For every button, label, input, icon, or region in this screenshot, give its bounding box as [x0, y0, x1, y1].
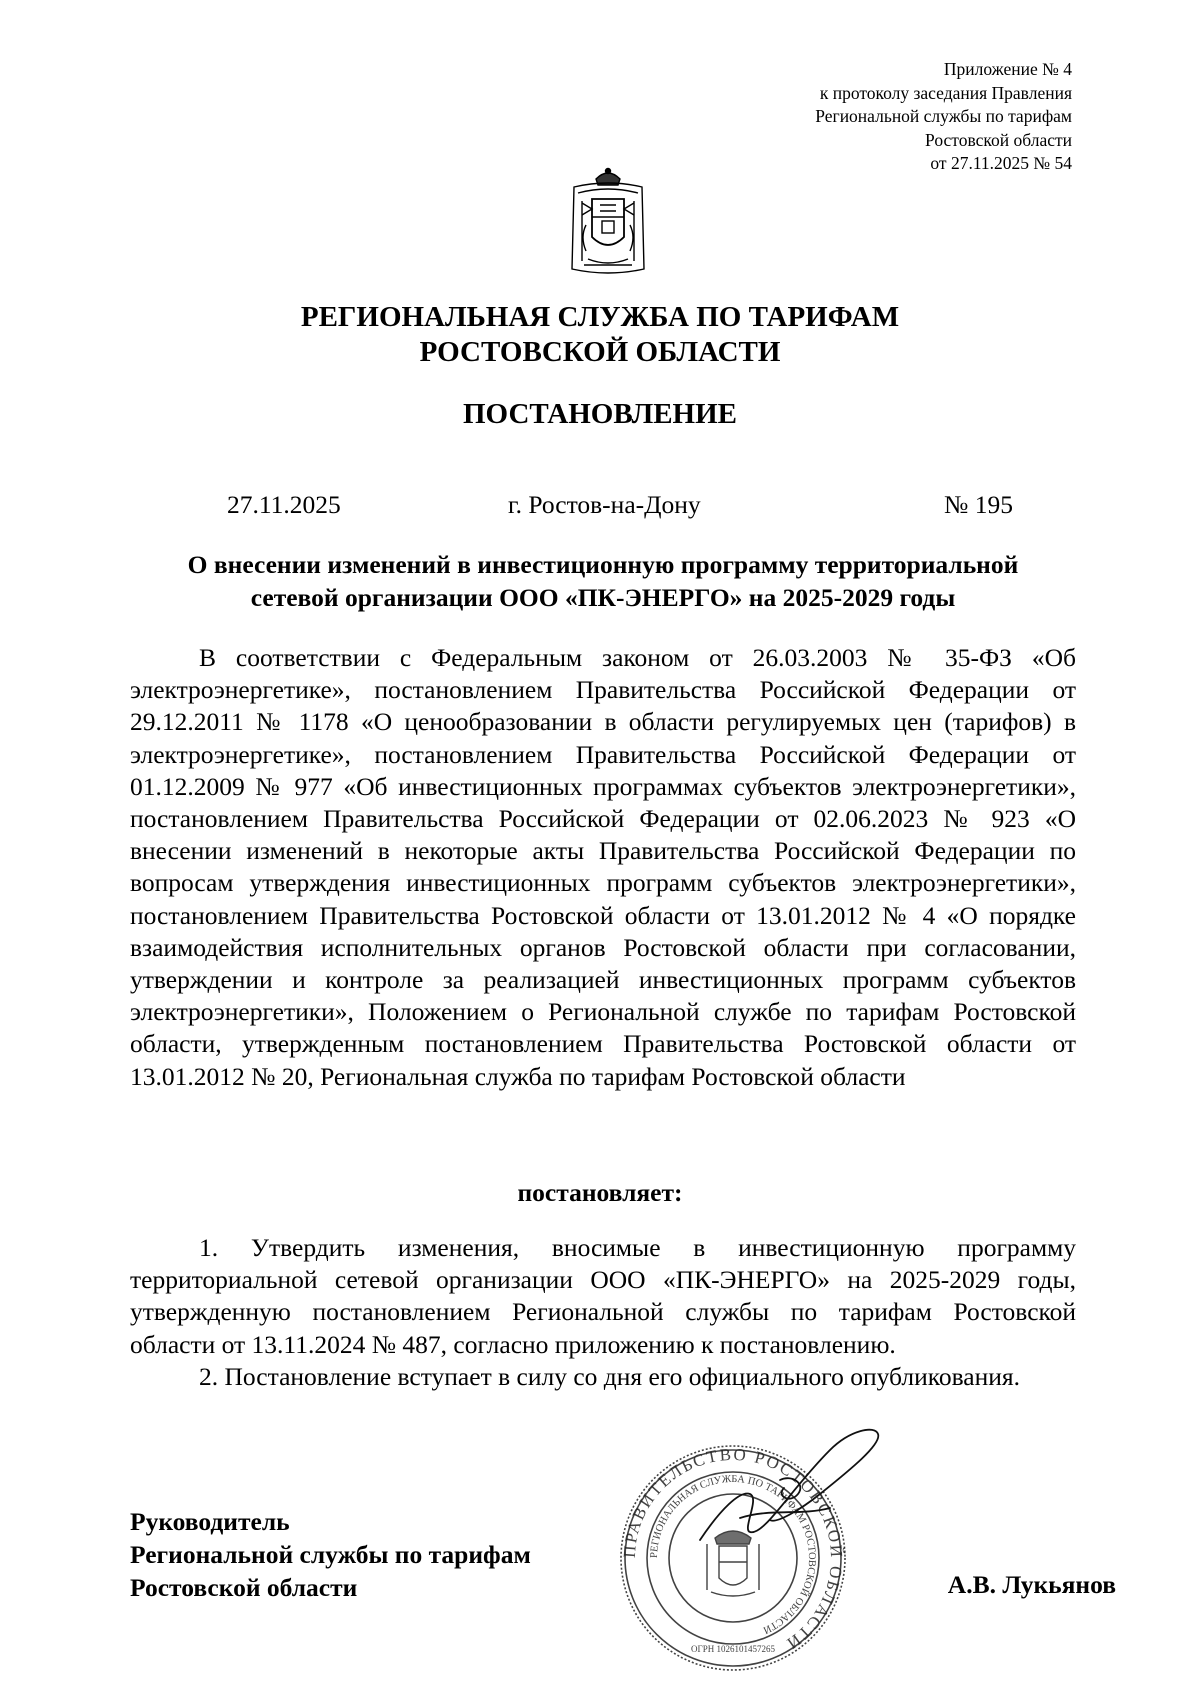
signatory-name: А.В. Лукьянов	[947, 1570, 1116, 1599]
document-type: ПОСТАНОВЛЕНИЕ	[462, 398, 737, 430]
signatory-position-line-3: Ростовской области	[130, 1573, 358, 1602]
subject-line-1: О внесении изменений в инвестиционную программу территориальной	[187, 550, 1019, 579]
document-city: г. Ростов-на-Дону	[508, 490, 701, 519]
decision-item-1: 1. Утвердить изменения, вносимые в инвестиционную программу территориальной сетевой организации ООО «ПК-ЭНЕРГО» на 2025-2029 годы, утвержденную постановлением Региональной службы по тарифам Ростовской области от 13.11.2024 № 487, согласно приложению к постановлению.	[130, 1233, 1076, 1359]
seal-inner-text: РЕГИОНАЛЬНАЯ СЛУЖБА ПО ТАРИФАМ РОСТОВСКОЙ ОБЛАСТИ	[648, 1473, 818, 1636]
signatory-position-line-1: Руководитель	[130, 1507, 290, 1536]
appendix-line-3: Региональной службы по тарифам	[815, 106, 1072, 126]
coat-of-arms-icon	[566, 165, 650, 277]
appendix-note	[815, 58, 1072, 176]
organization-title	[0, 300, 1200, 370]
handwritten-signature-icon	[680, 1420, 890, 1580]
organization-title-line-2: РОСТОВСКОЙ ОБЛАСТИ	[419, 336, 781, 368]
decision-item-2: 2. Постановление вступает в силу со дня его официального опубликования.	[199, 1362, 1020, 1391]
appendix-line-5: от 27.11.2025 № 54	[930, 153, 1072, 173]
document-number: № 195	[944, 490, 1013, 519]
seal-ogrn-text: ОГРН 1026101457265	[691, 1644, 775, 1654]
document-subject	[130, 548, 1076, 614]
subject-line-2: сетевой организации ООО «ПК-ЭНЕРГО» на 2025-2029 годы	[250, 583, 956, 612]
signatory-position	[130, 1505, 531, 1604]
appendix-line-2: к протоколу заседания Правления	[819, 82, 1072, 103]
appendix-line-1: Приложение № 4	[943, 59, 1072, 79]
seal-outer-text: ПРАВИТЕЛЬСТВО РОСТОВСКОЙ ОБЛАСТИ	[619, 1444, 847, 1655]
appendix-line-4: Ростовской области	[925, 129, 1072, 150]
signatory-position-line-2: Региональной службы по тарифам	[130, 1540, 531, 1569]
organization-title-line-1: РЕГИОНАЛЬНАЯ СЛУЖБА ПО ТАРИФАМ	[300, 301, 900, 333]
preamble-paragraph: В соответствии с Федеральным законом от 26.03.2003 № 35-ФЗ «Об электроэнергетике», постановлением Правительства Российской Федерации от 29.12.2011 № 1178 «О ценообразовании в области регулируемых цен (тарифов) в электроэнергетике», постановлением Правительства Российской Федерации от 01.12.2009 № 977 «Об инвестиционных программах субъектов электроэнергетики», постановлением Правительства Российской Федерации от 02.06.2023 № 923 «О внесении изменений в некоторые акты Правительства Российской Федерации по вопросам утверждения инвестиционных программ субъектов электроэнергетики», постановлением Правительства Ростовской области от 13.01.2012 № 4 «О порядке взаимодействия исполнительных органов Ростовской области при согласовании, утверждении и контроле за реализацией инвестиционных программ субъектов электроэнергетики», Положением о Региональной службе по тарифам Ростовской области, утвержденным постановлением Правительства Ростовской области от 13.01.2012 № 20, Региональная служба по тарифам Ростовской области	[130, 643, 1076, 1091]
document-date: 27.11.2025	[227, 490, 341, 519]
decision-heading: постановляет:	[517, 1178, 683, 1207]
